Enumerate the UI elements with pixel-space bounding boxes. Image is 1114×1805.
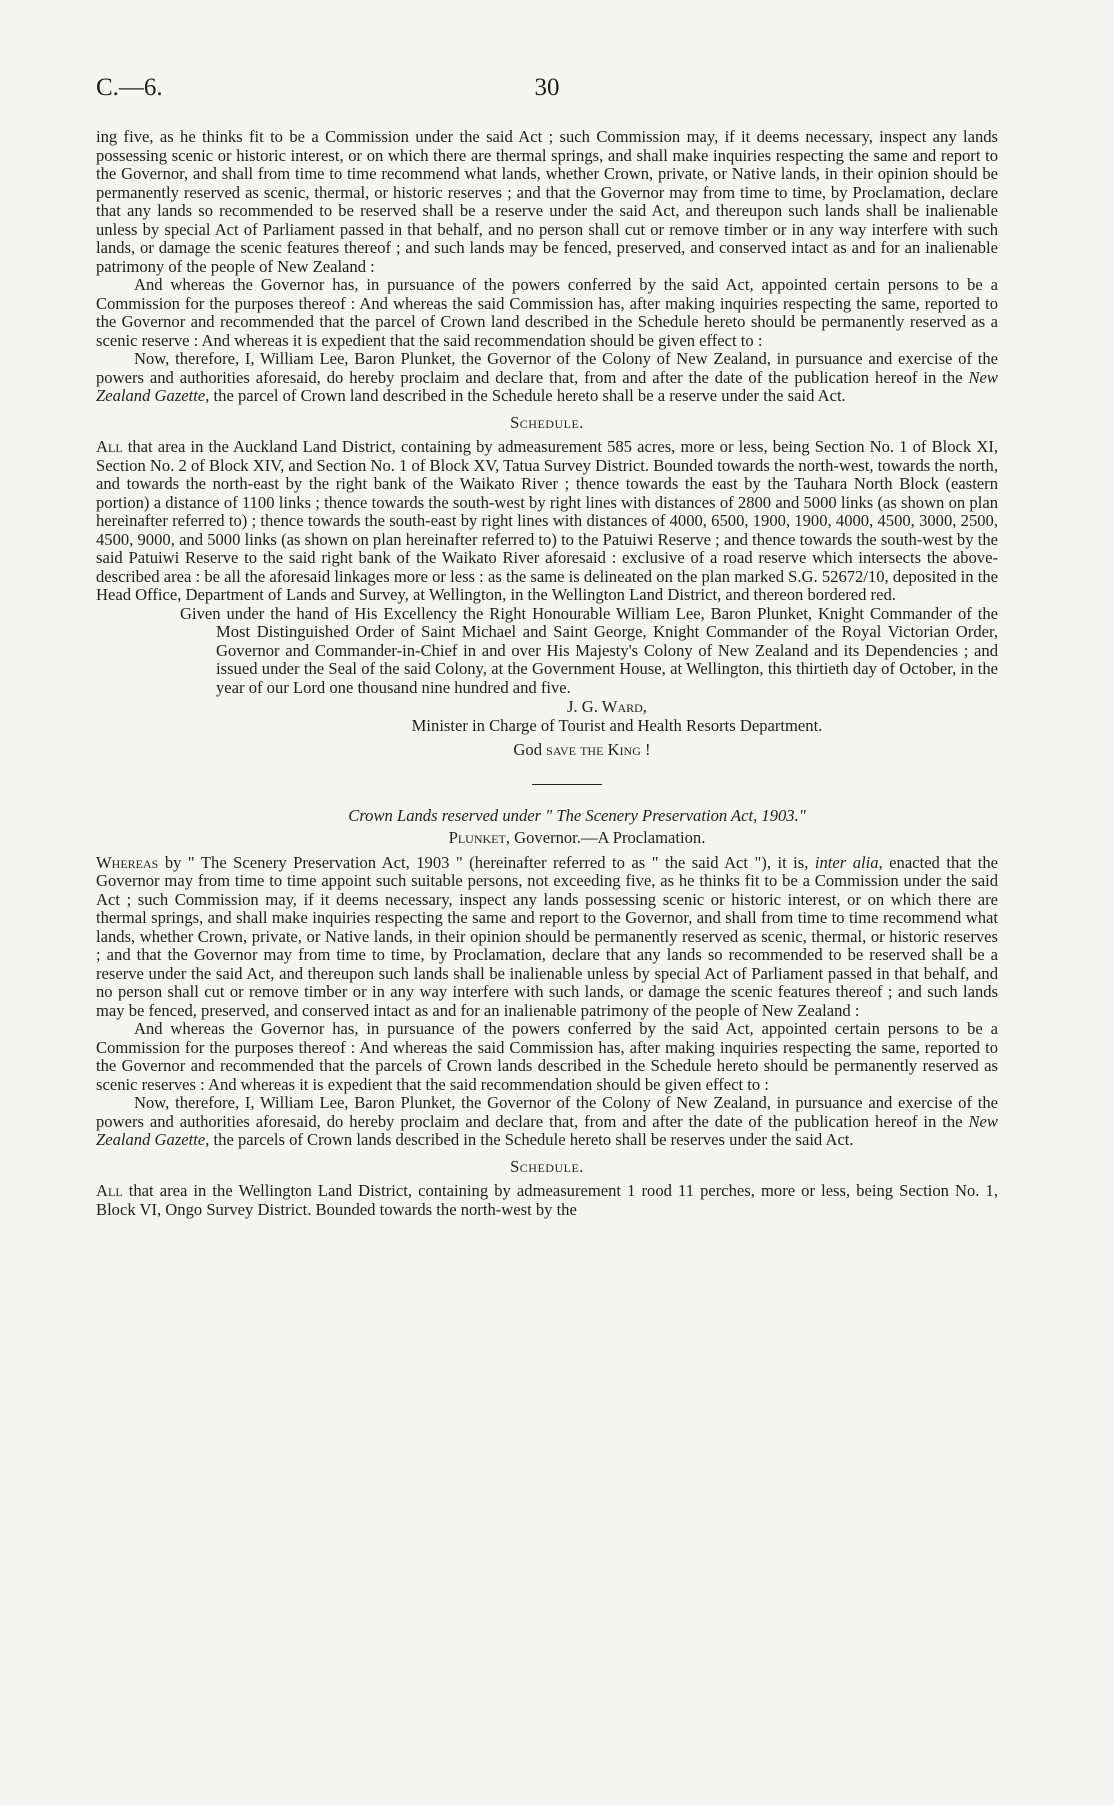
continued-paragraph-1: ing five, as he thinks fit to be a Commission under the said Act ; such Commission may, if it deems necessary, inspect any lands possessing scenic or historic interest, or on which there are thermal springs, and shall make inquiries respecting the same and report to the Governor, and shall from time to time recommend what lands, whether Crown, private, or Native lands, in their opinion should be permanently reserved as scenic, thermal, or historic reserves ; and that the Governor may from time to time, by Proclamation, declare that any lands so recommended to be reserved shall be a reserve under the said Act, and thereupon such lands shall be inalienable unless by special Act of Parliament passed in that behalf, and no person shall cut or remove timber or in any way interfere with such lands, or damage the scenic features thereof ; and such lands may be fenced, preserved, and conserved intact as and for an inalienable patrimony of the people of New Zealand :: [96, 127, 998, 276]
proclamation-heading: Plunket, Governor.—A Proclamation.: [448, 828, 706, 847]
schedule-paragraph: All that area in the Auckland Land District, containing by admeasurement 585 acres, more or less, being Section No. 1 of Block XI, Section No. 2 of Block XIV, and Section No. 1 of Block XV, Tatua Survey District. Bounded towards the north-west, towards the north, and towards the north-east by the right bank of the Waikato River ; thence towards the east by the Tauhara North Block (eastern portion) a distance of 1100 links ; thence towards the south-west by right lines with distances of 2800 and 5000 links (as shown on plan hereinafter referred to) ; thence towards the south-east by right lines with distances of 4000, 6500, 1900, 1900, 4000, 4500, 3000, 2500, 4500, 9000, and 5000 links (as shown on plan hereinafter referred to) to the Patuiwi Reserve ; and thence towards the south-west by the said Patuiwi Reserve to the said right bank of the Waikato River aforesaid : exclusive of a road reserve which intersects the above-described area : be all the aforesaid linkages more or less : as the same is delineated on the plan marked S.G. 52672/10, deposited in the Head Office, Department of Lands and Survey, at Wellington, in the Wellington Land District, and thereon bordered red.: [96, 437, 998, 604]
whereas-paragraph: Whereas by " The Scenery Preservation Act, 1903 " (hereinafter referred to as " the said Act "), it is, inter alia, enacted that the Governor may from time to time appoint such suitable persons, not exceeding five, as he thinks fit to be a Commission under the said Act ; such Commission may, if it deems necessary, inspect any lands possessing scenic or historic interest, or on which there are thermal springs, and shall make inquiries respecting the same and report to the Governor, and shall from time to time recommend what lands, whether Crown, private, or Native lands, in their opinion should be permanently reserved as scenic, thermal, or historic reserves ; and that the Governor may from time to time, by Proclamation, declare that any lands so recommended to be reserved shall be a reserve under the said Act, and thereupon such lands shall be inalienable unless by special Act of Parliament passed in that behalf, and no person shall cut or remove timber or in any way interfere with such lands, or damage the scenic features thereof ; and such lands may be fenced, preserved, and conserved intact as and for an inalienable patrimony of the people of New Zealand :: [96, 852, 998, 1020]
schedule-paragraph-2: All that area in the Wellington Land District, containing by admeasurement 1 rood 11 perches, more or less, being Section No. 1, Block VI, Ongo Survey District. Bounded towards the north-west by the: [96, 1181, 998, 1219]
continued-paragraph-2: And whereas the Governor has, in pursuance of the powers conferred by the said Act, appointed certain persons to be a Commission for the purposes thereof : And whereas the said Commission has, after making inquiries respecting the same, reported to the Governor and recommended that the parcel of Crown land described in the Schedule hereto should be permanently reserved as a scenic reserve : And whereas it is expedient that the said recommendation should be given effect to :: [96, 275, 998, 350]
page-number: 30: [534, 74, 560, 101]
signatory-title: Minister in Charge of Tourist and Health Resorts Department.: [411, 715, 823, 735]
section-divider: [532, 784, 602, 785]
document-reference: C.—6.: [96, 74, 163, 101]
body-text: [96, 128, 998, 1219]
schedule-heading-2: Schedule.: [510, 1156, 584, 1176]
gazette-title-2: New Zealand Gazette: [96, 1111, 998, 1149]
given-under-hand: Given under the hand of His Excellency the Right Honourable William Lee, Baron Plunket, Knight Commander of the Most Distinguished Order of Saint Michael and Saint George, Knight Commander of the Royal Victorian Order, Governor and Commander-in-Chief in and over His Majesty's Colony of New Zealand and its Dependencies ; and issued under the Seal of the said Colony, at the Government House, at Wellington, this thirtieth day of October, in the year of our Lord one thousand nine hundred and five.: [180, 603, 998, 697]
schedule-heading: Schedule.: [510, 412, 584, 432]
signatory-name: J. G. Ward,: [567, 697, 647, 716]
proclamation-title: Crown Lands reserved under " The Scenery Preservation Act, 1903.": [348, 805, 806, 825]
god-save-the-king: God save the King !: [513, 740, 651, 759]
continued-paragraph-3: Now, therefore, I, William Lee, Baron Plunket, the Governor of the Colony of New Zealand, in pursuance and exercise of the powers and authorities aforesaid, do hereby proclaim and declare that, from and after the date of the publication hereof in the New Zealand Gazette, the parcel of Crown land described in the Schedule hereto shall be a reserve under the said Act.: [96, 349, 998, 405]
page-header: [96, 74, 998, 110]
now-therefore-paragraph: Now, therefore, I, William Lee, Baron Plunket, the Governor of the Colony of New Zealand, in pursuance and exercise of the powers and authorities aforesaid, do hereby proclaim and declare that, from and after the date of the publication hereof in the New Zealand Gazette, the parcels of Crown lands described in the Schedule hereto shall be reserves under the said Act.: [96, 1093, 998, 1149]
commission-paragraph: And whereas the Governor has, in pursuance of the powers conferred by the said Act, appointed certain persons to be a Commission for the purposes thereof : And whereas the said Commission has, after making inquiries respecting the same, reported to the Governor and recommended that the parcels of Crown lands described in the Schedule hereto should be permanently reserved as scenic reserves : And whereas it is expedient that the said recommendation should be given effect to :: [96, 1019, 998, 1094]
gazette-title: New Zealand Gazette: [96, 367, 998, 405]
